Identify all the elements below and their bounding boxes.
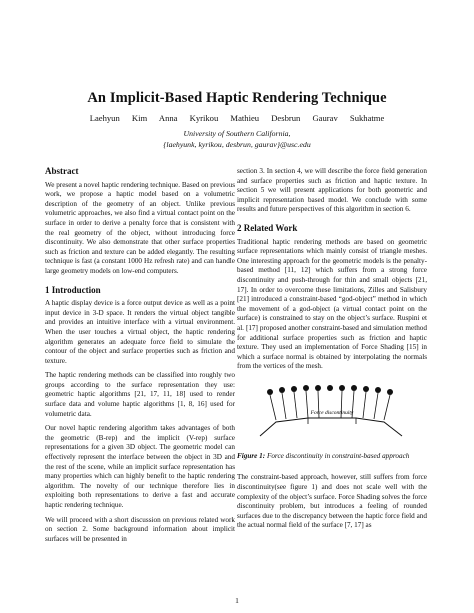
intro-paragraph-4: We will proceed with a short discussion on previous related work on section 2. Some background information about implicit surfaces will be presented in [45,515,235,543]
force-arrow [294,392,297,418]
force-arrow [384,395,390,420]
caption-text: Force discontinuity in constraint-based approach [266,451,410,460]
affiliation [0,129,474,150]
contact-point [351,385,357,391]
intro-paragraph-3: Our novel haptic rendering algorithm takes advantages of both the geometric (B-rep) and the implicit (V-rep) surface representations for a given 3D object. The geometric model can effectively represent the interface between the object in 3D and the rest of the scene, while an implicit surface representation has many properties which can highly benefit to the haptic rendering algorithm. The novelty of our technique therefore lies in exploiting both representations to derive a fast and accurate haptic rendering technique. [45,424,235,509]
contact-point [363,386,369,392]
figure-label: Force discontinuity [310,409,354,416]
affiliation-emails: {laehyunk, kyrikou, desbrun, gaurav}@usc.edu [163,139,311,149]
contact-point [279,387,285,393]
contact-point [387,389,393,395]
force-arrow [270,395,276,420]
figure-1-caption [237,452,427,462]
force-arrow [374,393,378,419]
force-arrow [282,393,286,419]
mesh-surface [260,418,402,436]
intro-paragraph-2: The haptic rendering methods can be classified into roughly two groups according to the surface representation they use: geometric haptic algorithms [21, 17, 11, 18] used to render surface data and volume haptic algorithms [1, 8, 16] used for volumetric data. [45,371,235,418]
contact-point [303,385,309,391]
intro-paragraph-1: A haptic display device is a force output device as well as a point input device in 3-D space. It renders the virtual object tangible and provides an intuitive interface with a virtual environment. When the user touches a virtual object, the haptic rendering algorithm generates an adequate force field to simulate the contour of the object and surface properties such as friction and texture. [45,299,235,365]
section-overview-paragraph: section 3. In section 4, we will describe the force field generation and surface properties such as friction and haptic texture. In section 5 we will present applications for both geometric and implicit representation based model. We conclude with some results and future perspectives of this algorithm in section 6. [237,167,427,214]
contact-point [291,386,297,392]
right-column [237,167,427,536]
contact-point [315,385,321,391]
affiliation-university: University of Southern California, [183,129,291,138]
contact-point [267,389,273,395]
contact-points [267,385,393,395]
paper-title: An Implicit-Based Haptic Rendering Technique [87,90,387,106]
abstract-text: We present a novel haptic rendering technique. Based on previous work, we propose a haptic model based on a volumetric description of the geometry of an object. Unlike previous volumetric approaches, we also find a virtual contact point on the surface in order to derive a penalty force that is consistent with the real geometry of the object, without introducing force discontinuity. We also demonstrate that other surface properties such as friction and texture can be added elegantly. The resulting technique is fast (a constant 1000 Hz refresh rate) and can handle large geometry models on low-end computers. [45,180,235,275]
related-work-heading: 2 Related Work [237,222,298,233]
force-discontinuity-diagram [252,378,412,448]
force-arrow [363,392,366,418]
abstract-heading: Abstract [45,166,79,176]
related-work-paragraph-2: The constraint-based approach, however, still suffers from force discontinuity(see figure 1) and does not scale well with the complexity of the object’s surface. Force Shading solves the force discontinuity problem, but introduces a feeling of rounded surfaces due to the discrepancy between the haptic force field and the actual normal field of the surface [7, 17] as [237,473,427,530]
author-list: Laehyun Kim Anna Kyrikou Mathieu Desbrun Gaurav Sukhatme [89,113,385,123]
left-column [45,167,235,549]
contact-point [339,385,345,391]
contact-point [327,385,333,391]
contact-point [375,387,381,393]
caption-label: Figure 1: [237,451,266,460]
page-number: 1 [235,596,239,605]
related-work-paragraph-1: Traditional haptic rendering methods are based on geometric surface representations which mainly consist of triangle meshes. One interesting approach for the geometric models is the penalty-based method [11, 12] which suffers from a strong force discontinuity and push-through for thin and small objects [21, 17]. In order to overcome these limitations, Zilles and Salisbury [21] introduced a constraint-based “god-object” method in which the movement of a god-object (a virtual contact point on the surface) is constrained to stay on the object’s surface. Ruspini et al. [17] proposed another constraint-based and simulation method for additional surface properties such as friction and haptic texture. They used an implementation of Force Shading [15] in which a surface normal is obtained by interpolating the normals from the vertices of the mesh. [237,237,427,371]
figure-1 [237,378,427,448]
introduction-heading: 1 Introduction [45,284,101,295]
force-arrow [306,391,308,418]
